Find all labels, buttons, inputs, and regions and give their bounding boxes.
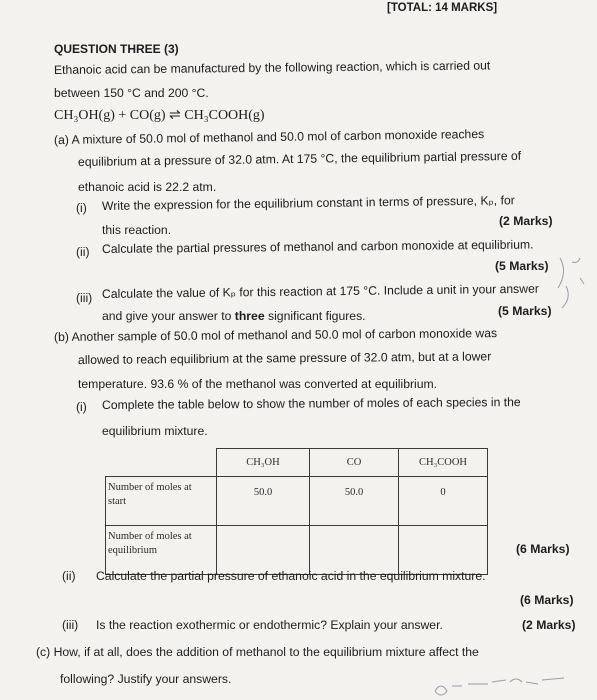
part-c-line-1: (c) How, if at all, does the addition of methanol to the equilibrium mixture affect the bbox=[36, 645, 479, 659]
part-a-i-marks: (2 Marks) bbox=[499, 214, 553, 228]
part-a-line-3: ethanoic acid is 22.2 atm. bbox=[78, 180, 217, 194]
moles-table bbox=[105, 448, 488, 575]
part-b-line-2: allowed to reach equilibrium at the same pressure of 32.0 atm, but at a lower bbox=[77, 349, 492, 367]
part-a-line-1: (a) A mixture of 50.0 mol of methanol and 50.0 mol of carbon monoxide reaches bbox=[53, 126, 485, 147]
intro-line-2: between 150 °C and 200 °C. bbox=[54, 86, 209, 100]
part-b-line-3: temperature. 93.6 % of the methanol was converted at equilibrium. bbox=[78, 377, 438, 391]
row-equilibrium-label bbox=[106, 526, 217, 575]
row-equilibrium-label-2: equilibrium bbox=[108, 545, 157, 556]
part-a-ii-text: Calculate the partial pressures of methanol and carbon monoxide at equilibrium. bbox=[101, 237, 534, 256]
part-a-iii-text-1: Calculate the value of Kₚ for this reaction at 175 °C. Include a unit in your answer bbox=[101, 281, 539, 301]
table-header-empty bbox=[106, 449, 217, 477]
part-a-iii-text-2b: three bbox=[234, 309, 265, 323]
table-header-ch3oh: CH₃OH bbox=[217, 449, 310, 477]
row-start-label bbox=[106, 477, 217, 526]
part-b-i-text-2: equilibrium mixture. bbox=[102, 424, 208, 438]
cell-equilibrium-co[interactable] bbox=[310, 526, 399, 575]
part-b-iii-text: Is the reaction exothermic or endothermic? Explain your answer. bbox=[96, 618, 443, 632]
part-a-line-2: equilibrium at a pressure of 32.0 atm. At 175 °C, the equilibrium partial pressure of bbox=[77, 148, 522, 169]
part-b-iii-marks: (2 Marks) bbox=[522, 618, 576, 632]
part-b-i-marks: (6 Marks) bbox=[516, 542, 570, 556]
part-a-i-text-1: Write the expression for the equilibrium constant in terms of pressure, Kₚ, for bbox=[101, 193, 515, 213]
part-c-line-2: following? Justify your answers. bbox=[60, 672, 232, 686]
cell-start-co: 50.0 bbox=[310, 477, 399, 526]
part-b-ii-text: Calculate the partial pressure of ethanoic acid in the equilibrium mixture. bbox=[96, 569, 486, 583]
part-a-i-number: (i) bbox=[76, 201, 87, 215]
total-marks: [TOTAL: 14 MARKS] bbox=[387, 2, 498, 14]
part-b-i-number: (i) bbox=[76, 400, 87, 414]
part-a-iii-text-2c: significant figures. bbox=[264, 309, 366, 323]
cell-equilibrium-ch3cooh[interactable] bbox=[399, 526, 488, 575]
part-b-ii-marks: (6 Marks) bbox=[520, 593, 574, 607]
part-b-line-1: (b) Another sample of 50.0 mol of methanol and 50.0 mol of carbon monoxide was bbox=[53, 326, 498, 344]
cell-equilibrium-ch3oh[interactable] bbox=[217, 526, 310, 575]
table-header-row bbox=[106, 449, 488, 477]
question-title: QUESTION THREE (3) bbox=[54, 42, 179, 56]
table-row bbox=[106, 526, 488, 575]
part-b-ii-number: (ii) bbox=[62, 569, 76, 583]
part-b-iii-number: (iii) bbox=[62, 618, 79, 632]
row-start-label-1: Number of moles at bbox=[108, 482, 192, 493]
table-header-ch3cooh: CH₃COOH bbox=[399, 449, 488, 477]
part-a-ii-marks: (5 Marks) bbox=[495, 259, 549, 273]
part-a-iii-text-2a: and give your answer to bbox=[102, 309, 235, 323]
part-a-iii-marks: (5 Marks) bbox=[498, 304, 552, 318]
cell-start-ch3cooh: 0 bbox=[399, 477, 488, 526]
part-b-i-text-1: Complete the table below to show the number of moles of each species in the bbox=[101, 395, 521, 412]
reaction-equation: CH₃OH(g) + CO(g) ⇌ CH₃COOH(g) bbox=[54, 108, 265, 123]
part-a-iii-number: (iii) bbox=[76, 291, 93, 305]
table-row bbox=[106, 477, 488, 526]
row-start-label-2: start bbox=[108, 496, 127, 507]
intro-line-1: Ethanoic acid can be manufactured by the following reaction, which is carried out bbox=[53, 58, 491, 77]
part-a-i-text-2: this reaction. bbox=[102, 223, 172, 237]
part-a-ii-number: (ii) bbox=[76, 245, 90, 259]
row-equilibrium-label-1: Number of moles at bbox=[108, 531, 192, 542]
cell-start-ch3oh: 50.0 bbox=[217, 477, 310, 526]
table-header-co: CO bbox=[310, 449, 399, 477]
